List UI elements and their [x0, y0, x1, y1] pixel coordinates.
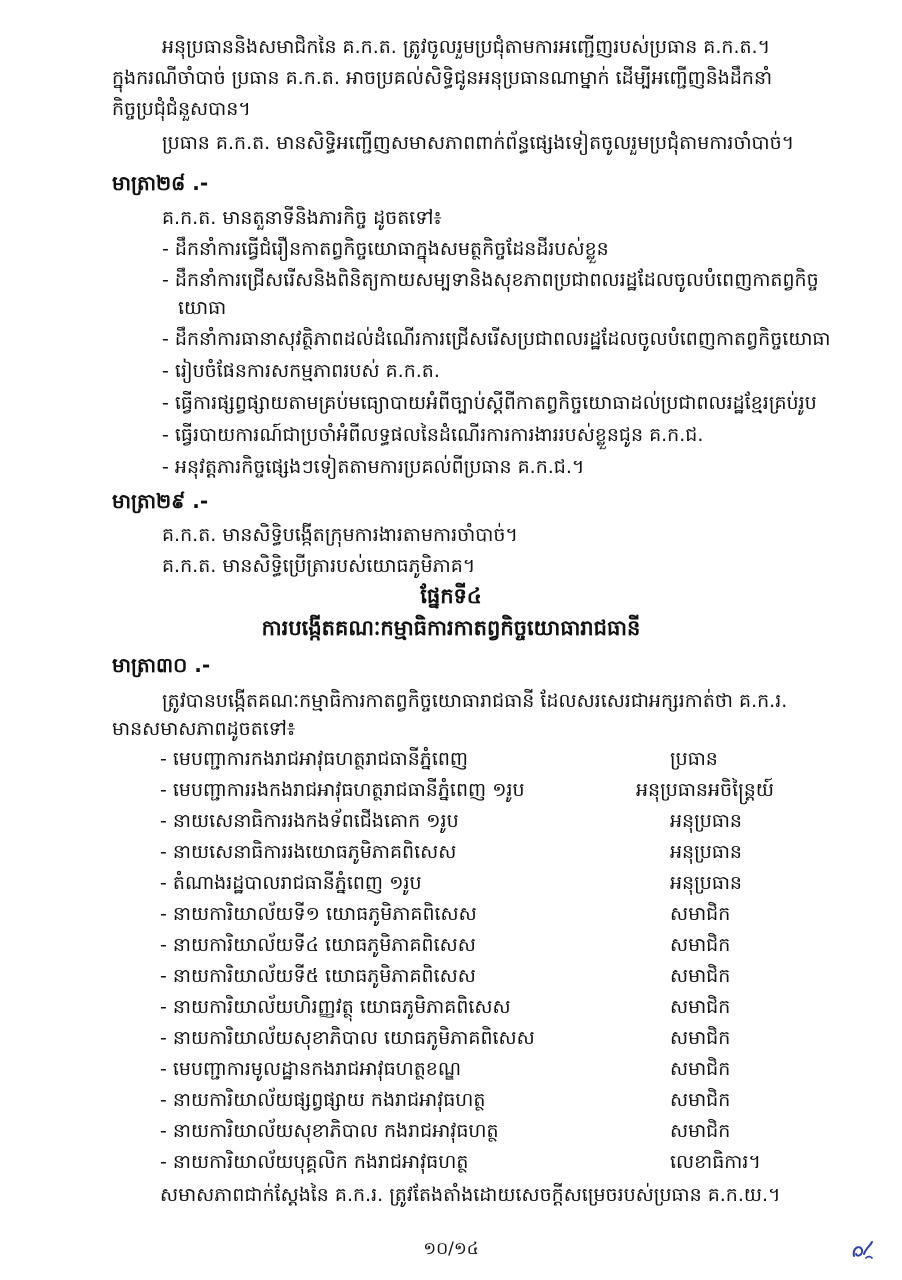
handwritten-initial-icon [848, 1236, 878, 1266]
member-role: សមាជិក [670, 903, 731, 925]
member-name: - នាយការិយាល័យទី៥ យោធភូមិភាគពិសេស [160, 965, 476, 987]
part-title: ផ្នែកទី៤ [420, 584, 482, 608]
member-name: - នាយការិយាល័យសុខាភិបាល យោធភូមិភាគពិសេស [160, 1027, 535, 1049]
member-role: សមាជិក [670, 1089, 731, 1111]
member-row [160, 776, 820, 804]
article-29-line: គ.ក.ត. មានសិទ្ធិបង្កើតក្រុមការងារតាមការចាំបាច់។ [162, 524, 518, 546]
member-role: សមាជិក [670, 934, 731, 956]
list-item: - ដឹកនាំការធានាសុវត្ថិភាពដល់ដំណើរការជ្រើសរើសប្រជាពលរដ្ឋដែលចូលបំពេញកាតព្វកិច្ចយោធា [162, 328, 831, 350]
list-item: - ធ្វើការផ្សព្វផ្សាយតាមគ្រប់មធ្យោបាយអំពីច្បាប់ស្ដីពីកាតព្វកិច្ចយោធាដល់ប្រជាពលរដ្ឋខ្មែរគ្រប់រូប [162, 392, 817, 414]
member-name: - នាយការិយាល័យផ្សព្វផ្សាយ កងរាជអាវុធហត្ថ [160, 1089, 486, 1111]
member-name: - តំណាងរដ្ឋបាលរាជធានីភ្នំពេញ ១រូប [160, 872, 422, 894]
paragraph-line: អនុប្រធាននិងសមាជិកនៃ គ.ក.ត. ត្រូវចូលរួមប្រជុំតាមការអញ្ជើញរបស់ប្រធាន គ.ក.ត.។ [162, 36, 771, 58]
paragraph-line: កិច្ចប្រជុំជំនួសបាន។ [112, 98, 251, 120]
member-name: - មេបញ្ជាការរងកងរាជអាវុធហត្ថរាជធានីភ្នំពេញ ១រូប [160, 779, 525, 801]
member-name: - នាយការិយាល័យហិរញ្ញវត្ថុ យោធភូមិភាគពិសេស [160, 996, 511, 1018]
article-29-line: គ.ក.ត. មានសិទ្ធិប្រើត្រារបស់យោធភូមិភាគ។ [162, 555, 476, 577]
member-row [160, 745, 820, 773]
member-role: សមាជិក [670, 1027, 731, 1049]
page-number: ១០/១៤ [423, 1239, 479, 1259]
list-item: - ដឹកនាំការជ្រើសរើសនិងពិនិត្យកាយសម្បទានិងសុខភាពប្រជាពលរដ្ឋដែលចូលបំពេញកាតព្វកិច្ច [162, 269, 819, 291]
member-row [160, 1055, 820, 1083]
member-role: លេខាធិការ។ [670, 1151, 761, 1173]
article-30-title: មាត្រា៣០ .- [112, 653, 211, 677]
member-role: សមាជិក [670, 1058, 731, 1080]
member-row [160, 962, 820, 990]
article-30-intro: ត្រូវបានបង្កើតគណៈកម្មាធិការកាតព្វកិច្ចយោធារាជធានី ដែលសរសេរជាអក្សរកាត់ថា គ.ក.រ. [162, 690, 788, 712]
member-row [160, 869, 820, 897]
member-row [160, 1148, 820, 1176]
member-role: អនុប្រធាន [670, 841, 742, 863]
member-row [160, 838, 820, 866]
article-29-title: មាត្រា២៩ .- [112, 489, 209, 513]
article-28-title: មាត្រា២៨ .- [112, 171, 209, 195]
member-name: - នាយការិយាល័យទី៤ យោធភូមិភាគពិសេស [160, 934, 476, 956]
part-subtitle: ការបង្កើតគណៈកម្មាធិការកាតព្វកិច្ចយោធារាជធានី [261, 616, 641, 640]
member-row [160, 931, 820, 959]
article-30-intro: មានសមាសភាពដូចតទៅ៖ [112, 718, 296, 740]
member-role: សមាជិក [670, 965, 731, 987]
member-role: ប្រធាន [670, 748, 718, 770]
member-row [160, 807, 820, 835]
member-row [160, 1086, 820, 1114]
member-name: - នាយការិយាល័យសុខាភិបាល កងរាជអាវុធហត្ថ [160, 1120, 499, 1142]
list-item: - ដឹកនាំការធ្វើជំរឿនកាតព្វកិច្ចយោធាក្នុងសមត្ថកិច្ចដែនដីរបស់ខ្លួន [162, 238, 609, 260]
list-item-continuation: យោធា [178, 297, 227, 319]
paragraph-line: ក្នុងករណីចាំបាច់ ប្រធាន គ.ក.ត. អាចប្រគល់សិទ្ធិជូនអនុប្រធានណាម្នាក់ ដើម្បីអញ្ជើញនិងដឹកនាំ [112, 67, 773, 89]
member-role: អនុប្រធានអចិន្ត្រៃយ៍ [636, 779, 774, 801]
member-name: - មេបញ្ជាការមូលដ្ឋានកងរាជអាវុធហត្ថខណ្ឌ [160, 1058, 462, 1080]
paragraph-line: ប្រធាន គ.ក.ត. មានសិទ្ធិអញ្ជើញសមាសភាពពាក់ព័ន្ធផ្សេងទៀតចូលរួមប្រជុំតាមការចាំបាច់។ [162, 132, 795, 154]
member-name: - នាយសេនាធិការរងកងទ័ពជើងគោក ១រូប [160, 810, 459, 832]
member-role: សមាជិក [670, 1120, 731, 1142]
member-name: - នាយសេនាធិការរងយោធភូមិភាគពិសេស [160, 841, 457, 863]
member-row [160, 1117, 820, 1145]
member-row [160, 993, 820, 1021]
list-item: - អនុវត្តភារកិច្ចផ្សេងៗទៀតតាមការប្រគល់ពីប្រធាន គ.ក.ជ.។ [162, 456, 585, 478]
member-name: - នាយការិយាល័យទី១ យោធភូមិភាគពិសេស [160, 903, 477, 925]
member-role: អនុប្រធាន [670, 872, 742, 894]
article-28-intro: គ.ក.ត. មានតួនាទីនិងភារកិច្ច ដូចតទៅ៖ [162, 207, 442, 229]
member-row [160, 1024, 820, 1052]
member-row [160, 900, 820, 928]
list-item: - រៀបចំផែនការសកម្មភាពរបស់ គ.ក.ត. [162, 360, 440, 382]
member-name: - នាយការិយាល័យបុគ្គលិក កងរាជអាវុធហត្ថ [160, 1151, 469, 1173]
list-item: - ធ្វើរបាយការណ៍ជាប្រចាំអំពីលទ្ធផលនៃដំណើរការការងាររបស់ខ្លួនជូន គ.ក.ជ. [162, 424, 704, 446]
member-role: អនុប្រធាន [670, 810, 742, 832]
article-30-closing: សមាសភាពជាក់ស្តែងនៃ គ.ក.រ. ត្រូវតែងតាំងដោយសេចក្តីសម្រេចរបស់ប្រធាន គ.ក.យ.។ [160, 1184, 781, 1206]
member-role: សមាជិក [670, 996, 731, 1018]
member-name: - មេបញ្ជាការកងរាជអាវុធហត្ថរាជធានីភ្នំពេញ [160, 748, 469, 770]
